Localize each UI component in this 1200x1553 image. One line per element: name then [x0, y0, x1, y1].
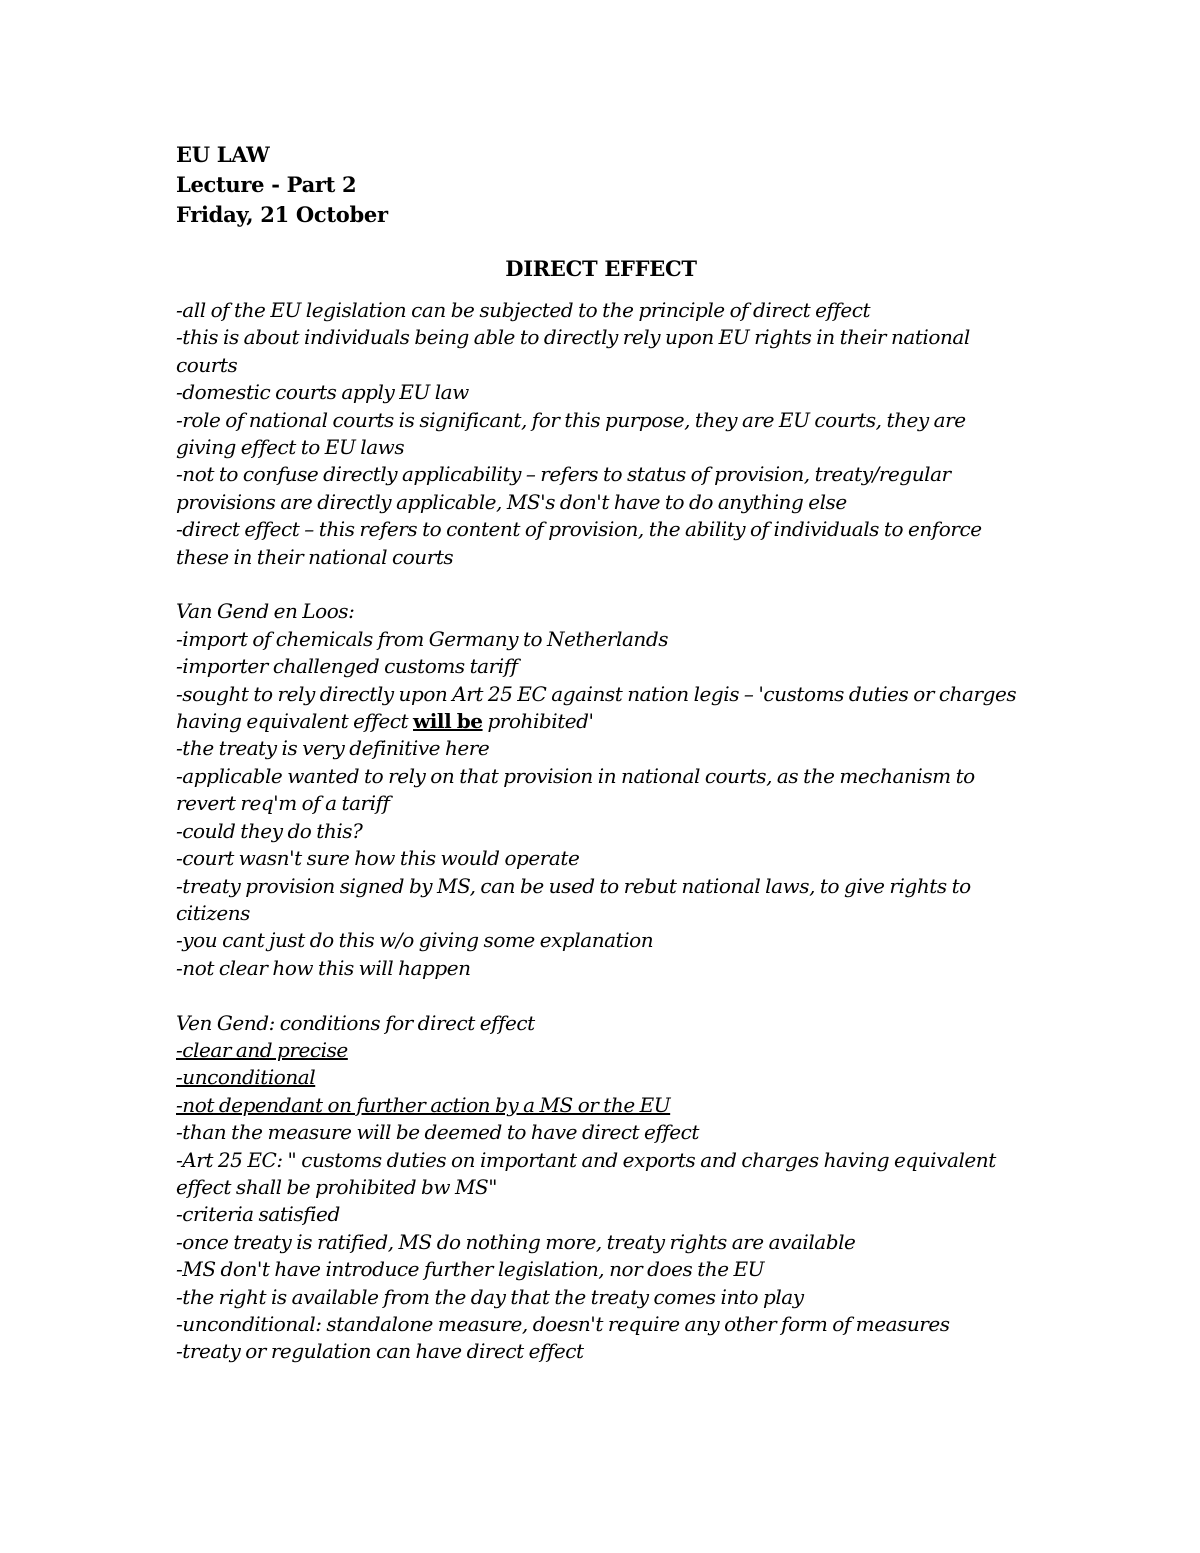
section-title: DIRECT EFFECT [505, 256, 697, 281]
note-line: -this is about individuals being able to directly rely upon EU rights in their national courts [176, 325, 970, 377]
note-line: -treaty provision signed by MS, can be used to rebut national laws, to give rights to citizens [176, 873, 971, 925]
note-line: -all of the EU legislation can be subjected to the principle of direct effect [176, 298, 871, 322]
case-heading: Van Gend en Loos: [176, 599, 355, 624]
note-line: -import of chemicals from Germany to Netherlands [176, 626, 669, 651]
lecture-date: Friday, 21 October [176, 202, 388, 227]
note-line: -the treaty is very definitive here [176, 736, 490, 761]
note-line: -could they do this? [176, 818, 363, 843]
note-line: -treaty or regulation can have direct effect [176, 1339, 584, 1364]
note-line: -court wasn't sure how this would operate [176, 846, 580, 871]
note-line: -than the measure will be deemed to have direct effect [176, 1120, 700, 1145]
note-line: -importer challenged customs tariff [176, 654, 518, 679]
note-line: -criteria satisfied [176, 1202, 340, 1227]
art25-text: -sought to rely directly upon Art 25 EC against nation legis – 'customs duties or charges having equivalent effect [176, 681, 1017, 734]
note-line: -unconditional: standalone measure, doesn't require any other form of measures [176, 1312, 950, 1336]
note-line: -domestic courts apply EU law [176, 380, 469, 405]
paragraph-spacer [176, 982, 1026, 1009]
condition-item: -clear and precise [176, 1037, 348, 1062]
course-title: EU LAW [176, 142, 270, 167]
note-line: -you cant just do this w/o giving some explanation [176, 928, 654, 953]
conditions-heading: Ven Gend: conditions for direct effect [176, 1010, 535, 1035]
condition-item: -not dependant on further action by a MS or the EU [176, 1092, 671, 1117]
note-line: -not clear how this will happen [176, 955, 471, 980]
note-line: -direct effect – this refers to content of provision, the ability of individuals to enforce these in their national courts [176, 517, 982, 569]
emphasis-will-be: will be [413, 709, 483, 734]
note-line: -Art 25 EC: " customs duties on important and exports and charges having equivalent effect shall be prohibited bw MS" [176, 1147, 996, 1199]
document-page [176, 140, 1026, 1366]
lecture-label: Lecture - Part 2 [176, 172, 357, 197]
note-line: -the right is available from the day that the treaty comes into play [176, 1284, 804, 1309]
condition-item: -unconditional [176, 1065, 316, 1090]
notes-body [176, 297, 1026, 1366]
note-line: -applicable wanted to rely on that provision in national courts, as the mechanism to revert req'm of a tariff [176, 763, 975, 816]
paragraph-spacer [176, 571, 1026, 598]
note-line: -not to confuse directly applicability – refers to status of provision, treaty/regular provisions are directly applicable, MS's don't have to do anything else [176, 462, 951, 514]
note-line: -MS don't have introduce further legislation, nor does the EU [176, 1257, 765, 1282]
note-line: -once treaty is ratified, MS do nothing more, treaty rights are available [176, 1229, 856, 1254]
note-line: -role of national courts is significant, for this purpose, they are EU courts, they are giving effect to EU laws [176, 407, 966, 460]
note-line-art25 [176, 681, 1026, 736]
art25-text-end: prohibited' [482, 709, 594, 734]
